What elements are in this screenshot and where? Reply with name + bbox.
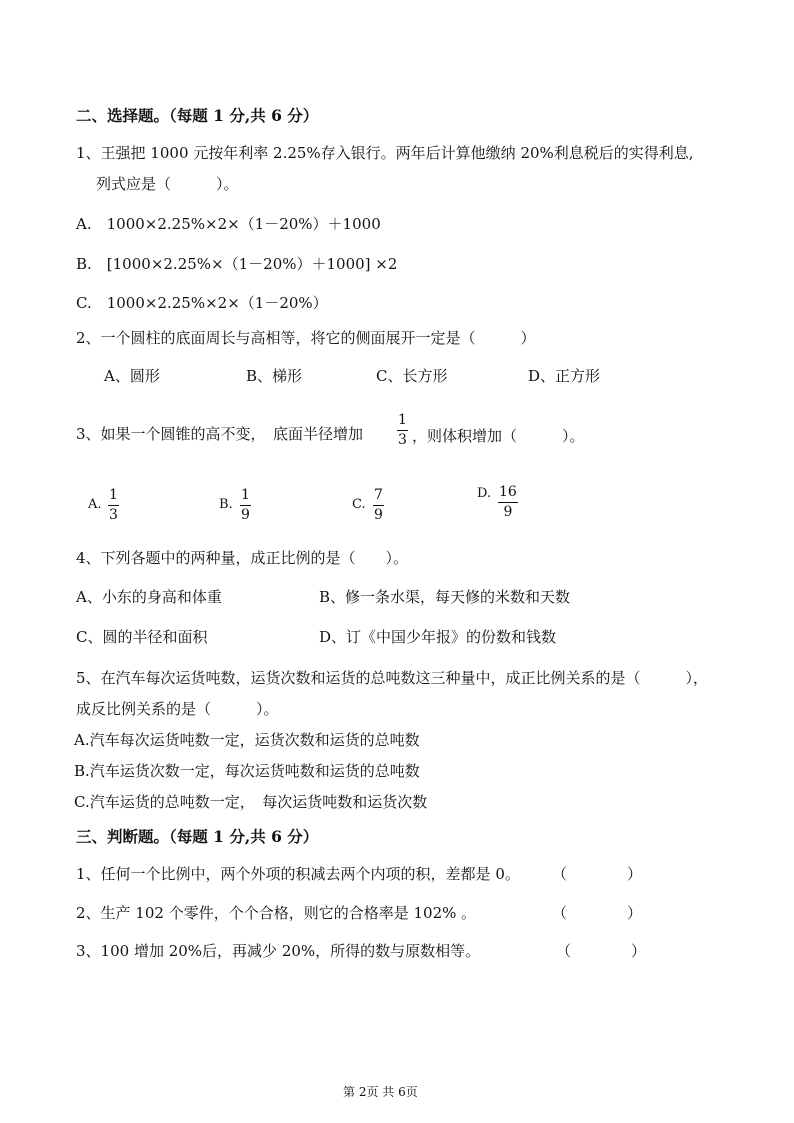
- question-3-option-a-label: A.: [88, 497, 102, 512]
- judge-question-2: 2、生产 102 个零件，个个合格，则它的合格率是 102% 。: [76, 904, 477, 922]
- question-1-option-b: B. [1000×2.25%×（1－20%）＋1000] ×2: [76, 255, 398, 273]
- section-2-title: 二、选择题。（每题 1 分,共 6 分）: [76, 106, 319, 125]
- fraction-denominator: 3: [398, 432, 407, 448]
- fraction-numerator: 1: [241, 487, 250, 503]
- fraction-bar: [108, 505, 119, 506]
- question-3-stem-end: ，则体积增加（ ）。: [412, 427, 585, 445]
- question-4-option-b: B、修一条水渠，每天修的米数和天数: [319, 588, 571, 606]
- question-1-option-a: A. 1000×2.25%×2×（1－20%）＋1000: [76, 215, 381, 233]
- fraction-bar: [498, 502, 518, 503]
- question-5-line-2: 成反比例关系的是（ ）。: [76, 700, 279, 718]
- question-3-option-c-label: C.: [352, 497, 366, 512]
- question-3-option-b-label: B.: [219, 497, 233, 512]
- fraction-bar: [373, 505, 384, 506]
- question-5-option-a: A.汽车每次运货吨数一定，运货次数和运货的总吨数: [74, 731, 420, 749]
- question-5-option-b: B.汽车运货次数一定，每次运货吨数和运货的总吨数: [74, 762, 420, 780]
- question-2-option-b: B、梯形: [246, 367, 303, 385]
- page-number: 第 2页 共 6页: [343, 1085, 418, 1099]
- question-5-option-c: C.汽车运货的总吨数一定， 每次运货吨数和运货次数: [74, 793, 428, 811]
- fraction-numerator: 1: [398, 412, 407, 428]
- judge-question-1: 1、任何一个比例中，两个外项的积减去两个内项的积，差都是 0。: [76, 865, 520, 883]
- question-5-line-1: 5、在汽车每次运货吨数，运货次数和运货的总吨数这三种量中，成正比例关系的是（ ），: [76, 669, 709, 687]
- fraction-numerator: 1: [109, 487, 118, 503]
- question-3-option-c-fraction: [373, 487, 384, 524]
- question-4-option-c: C、圆的半径和面积: [76, 628, 208, 646]
- fraction-numerator: 16: [499, 484, 517, 500]
- fraction-bar: [240, 505, 251, 506]
- question-3-option-b-fraction: [240, 487, 251, 524]
- fraction-denominator: 9: [503, 504, 513, 520]
- question-2-option-d: D、正方形: [528, 367, 601, 385]
- question-1-option-c: C. 1000×2.25%×2×（1－20%）: [76, 294, 328, 312]
- question-3-option-a-fraction: [108, 487, 119, 524]
- fraction-denominator: 9: [374, 507, 383, 523]
- question-3-stem-fraction: [397, 412, 408, 449]
- question-3-stem-start: 3、如果一个圆锥的高不变， 底面半径增加: [76, 425, 364, 443]
- judge-question-3: 3、100 增加 20%后，再减少 20%，所得的数与原数相等。: [76, 942, 481, 960]
- question-1-line-2: 列式应是（ ）。: [96, 175, 239, 193]
- fraction-denominator: 3: [109, 507, 118, 523]
- question-3-option-d-fraction: [498, 484, 518, 521]
- question-2-option-a: A、圆形: [104, 367, 160, 385]
- question-4-stem: 4、下列各题中的两种量，成正比例的是（ ）。: [76, 549, 409, 567]
- question-2-option-c: C、长方形: [376, 367, 448, 385]
- question-3-option-d-label: D.: [477, 486, 492, 501]
- judge-question-1-answer: （ ）: [552, 865, 643, 883]
- judge-question-3-answer: （ ）: [556, 942, 647, 960]
- judge-question-2-answer: （ ）: [552, 904, 643, 922]
- fraction-numerator: 7: [374, 487, 383, 503]
- fraction-bar: [397, 430, 408, 431]
- question-4-option-a: A、小东的身高和体重: [76, 588, 222, 606]
- question-4-option-d: D、订《中国少年报》的份数和钱数: [319, 628, 557, 646]
- question-2-stem: 2、一个圆柱的底面周长与高相等，将它的侧面展开一定是（ ）: [76, 329, 536, 347]
- section-3-title: 三、判断题。（每题 1 分,共 6 分）: [76, 827, 319, 846]
- fraction-denominator: 9: [241, 507, 250, 523]
- question-1-line-1: 1、王强把 1000 元按年利率 2.25%存入银行。两年后计算他缴纳 20%利息税后的实得利息,: [76, 144, 694, 162]
